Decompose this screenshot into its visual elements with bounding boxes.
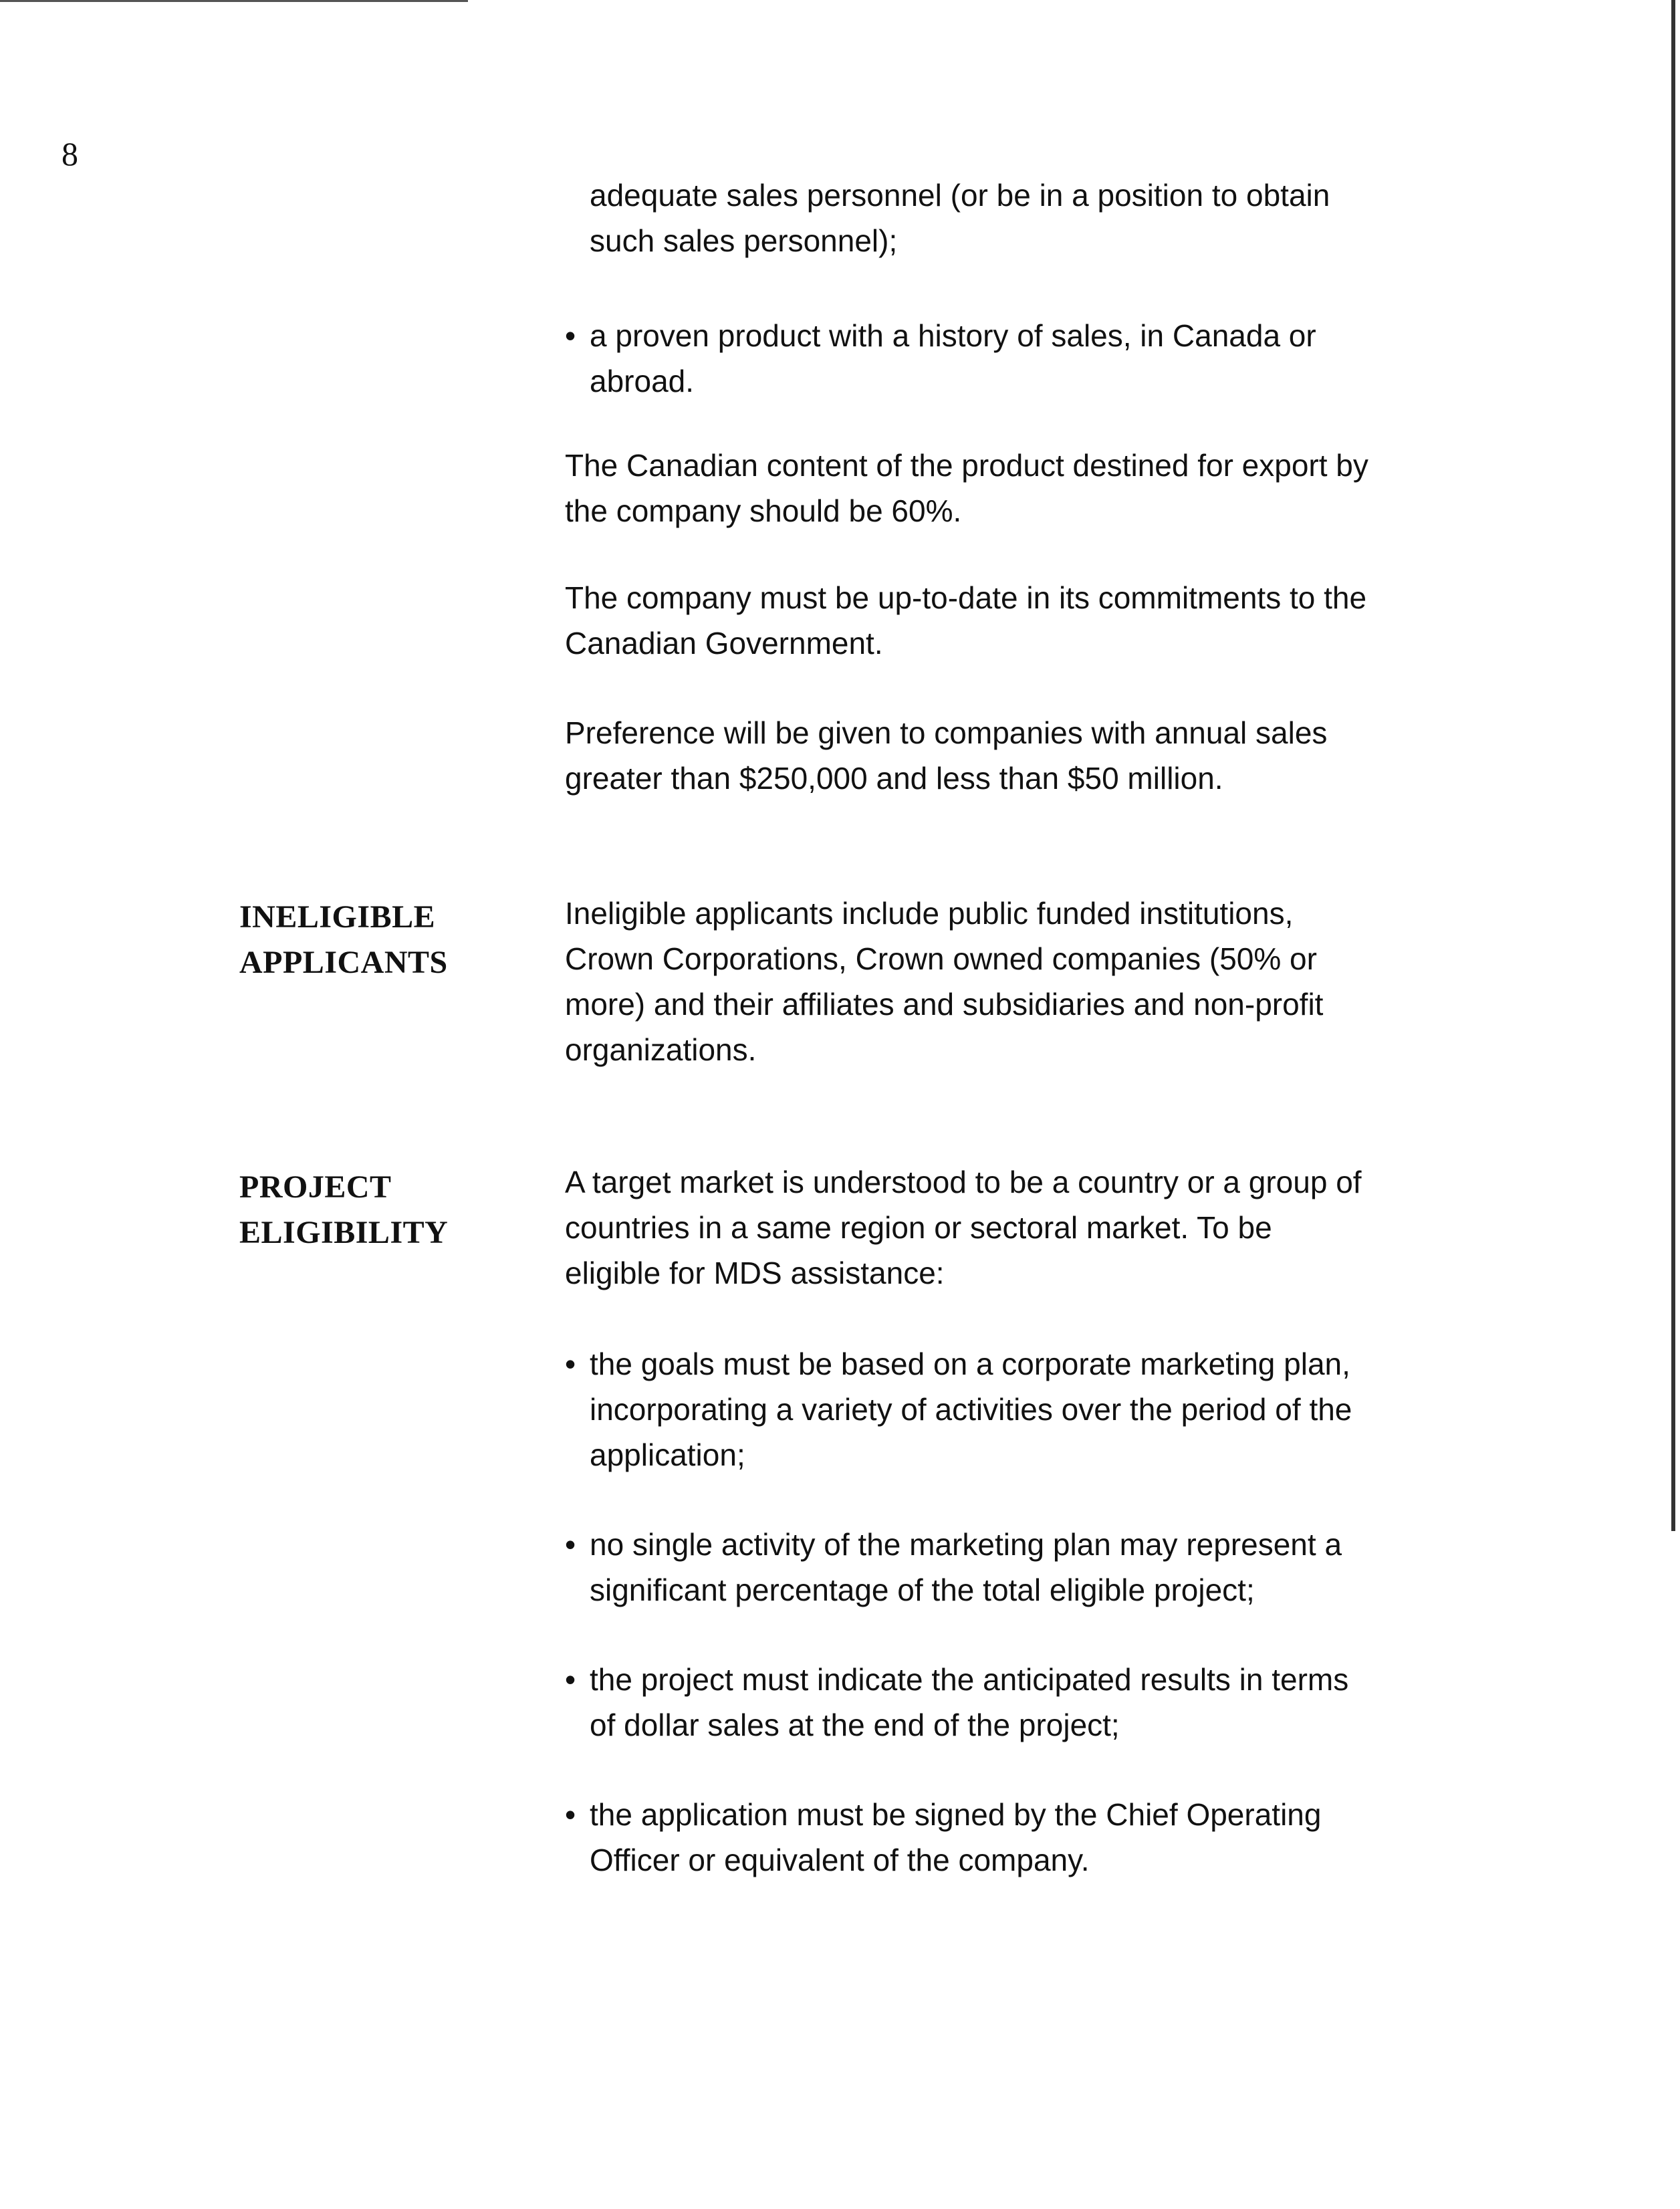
heading-line: PROJECT xyxy=(239,1169,392,1205)
text-line: the company should be 60%. xyxy=(565,493,962,528)
paragraph-commitments xyxy=(565,575,1494,666)
text-line: A target market is understood to be a country or a group of xyxy=(565,1165,1362,1199)
text-line: • the application must be signed by the Chief Operating xyxy=(590,1797,1322,1832)
paragraph-ineligible-applicants xyxy=(565,891,1494,1072)
text-line: The Canadian content of the product destined for export by xyxy=(565,448,1368,483)
heading-line: INELIGIBLE xyxy=(239,899,436,935)
paragraph-canadian-content xyxy=(565,443,1494,534)
bullet-proven-product xyxy=(565,313,1494,404)
scan-artifact-top-line xyxy=(0,0,468,2)
text-line: application; xyxy=(590,1437,745,1472)
text-line: Crown Corporations, Crown owned companies (50% or xyxy=(565,941,1317,976)
bullet-anticipated-results xyxy=(565,1657,1494,1748)
heading-project-eligibility xyxy=(239,1165,448,1256)
text-line: Canadian Government. xyxy=(565,626,883,661)
paragraph-target-market xyxy=(565,1159,1494,1296)
text-line: • the goals must be based on a corporate marketing plan, xyxy=(590,1347,1350,1381)
text-line: • a proven product with a history of sales, in Canada or xyxy=(590,318,1316,353)
text-line: of dollar sales at the end of the project; xyxy=(590,1708,1120,1742)
text-line: more) and their affiliates and subsidiaries and non-profit xyxy=(565,987,1324,1022)
bullet-signature xyxy=(565,1792,1494,1883)
text-line: eligible for MDS assistance: xyxy=(565,1256,945,1290)
bullet-goals xyxy=(565,1341,1494,1478)
text-line: Ineligible applicants include public funded institutions, xyxy=(565,896,1294,931)
scan-artifact-right-edge xyxy=(1671,0,1675,1531)
text-line: Preference will be given to companies with annual sales xyxy=(565,715,1328,750)
text-line: incorporating a variety of activities over the period of the xyxy=(590,1392,1352,1427)
heading-ineligible-applicants xyxy=(239,895,448,985)
text-line: organizations. xyxy=(565,1032,757,1067)
bullet-single-activity xyxy=(565,1522,1494,1613)
paragraph-preference xyxy=(565,710,1494,801)
text-line: • no single activity of the marketing plan may represent a xyxy=(590,1527,1342,1562)
heading-line: ELIGIBILITY xyxy=(239,1215,449,1250)
text-line: The company must be up-to-date in its commitments to the xyxy=(565,580,1367,615)
heading-line: APPLICANTS xyxy=(239,945,448,980)
text-line: greater than $250,000 and less than $50 million. xyxy=(565,761,1223,796)
text-line: abroad. xyxy=(590,364,695,398)
text-line: significant percentage of the total eligible project; xyxy=(590,1573,1255,1607)
text-line: Officer or equivalent of the company. xyxy=(590,1843,1090,1877)
text-line: • the project must indicate the anticipated results in terms xyxy=(590,1662,1349,1697)
continuation-text xyxy=(590,172,1519,263)
text-line: countries in a same region or sectoral market. To be xyxy=(565,1210,1272,1245)
text-line: such sales personnel); xyxy=(590,223,898,258)
page-number: 8 xyxy=(62,135,78,172)
text-line: adequate sales personnel (or be in a position to obtain xyxy=(590,178,1330,213)
